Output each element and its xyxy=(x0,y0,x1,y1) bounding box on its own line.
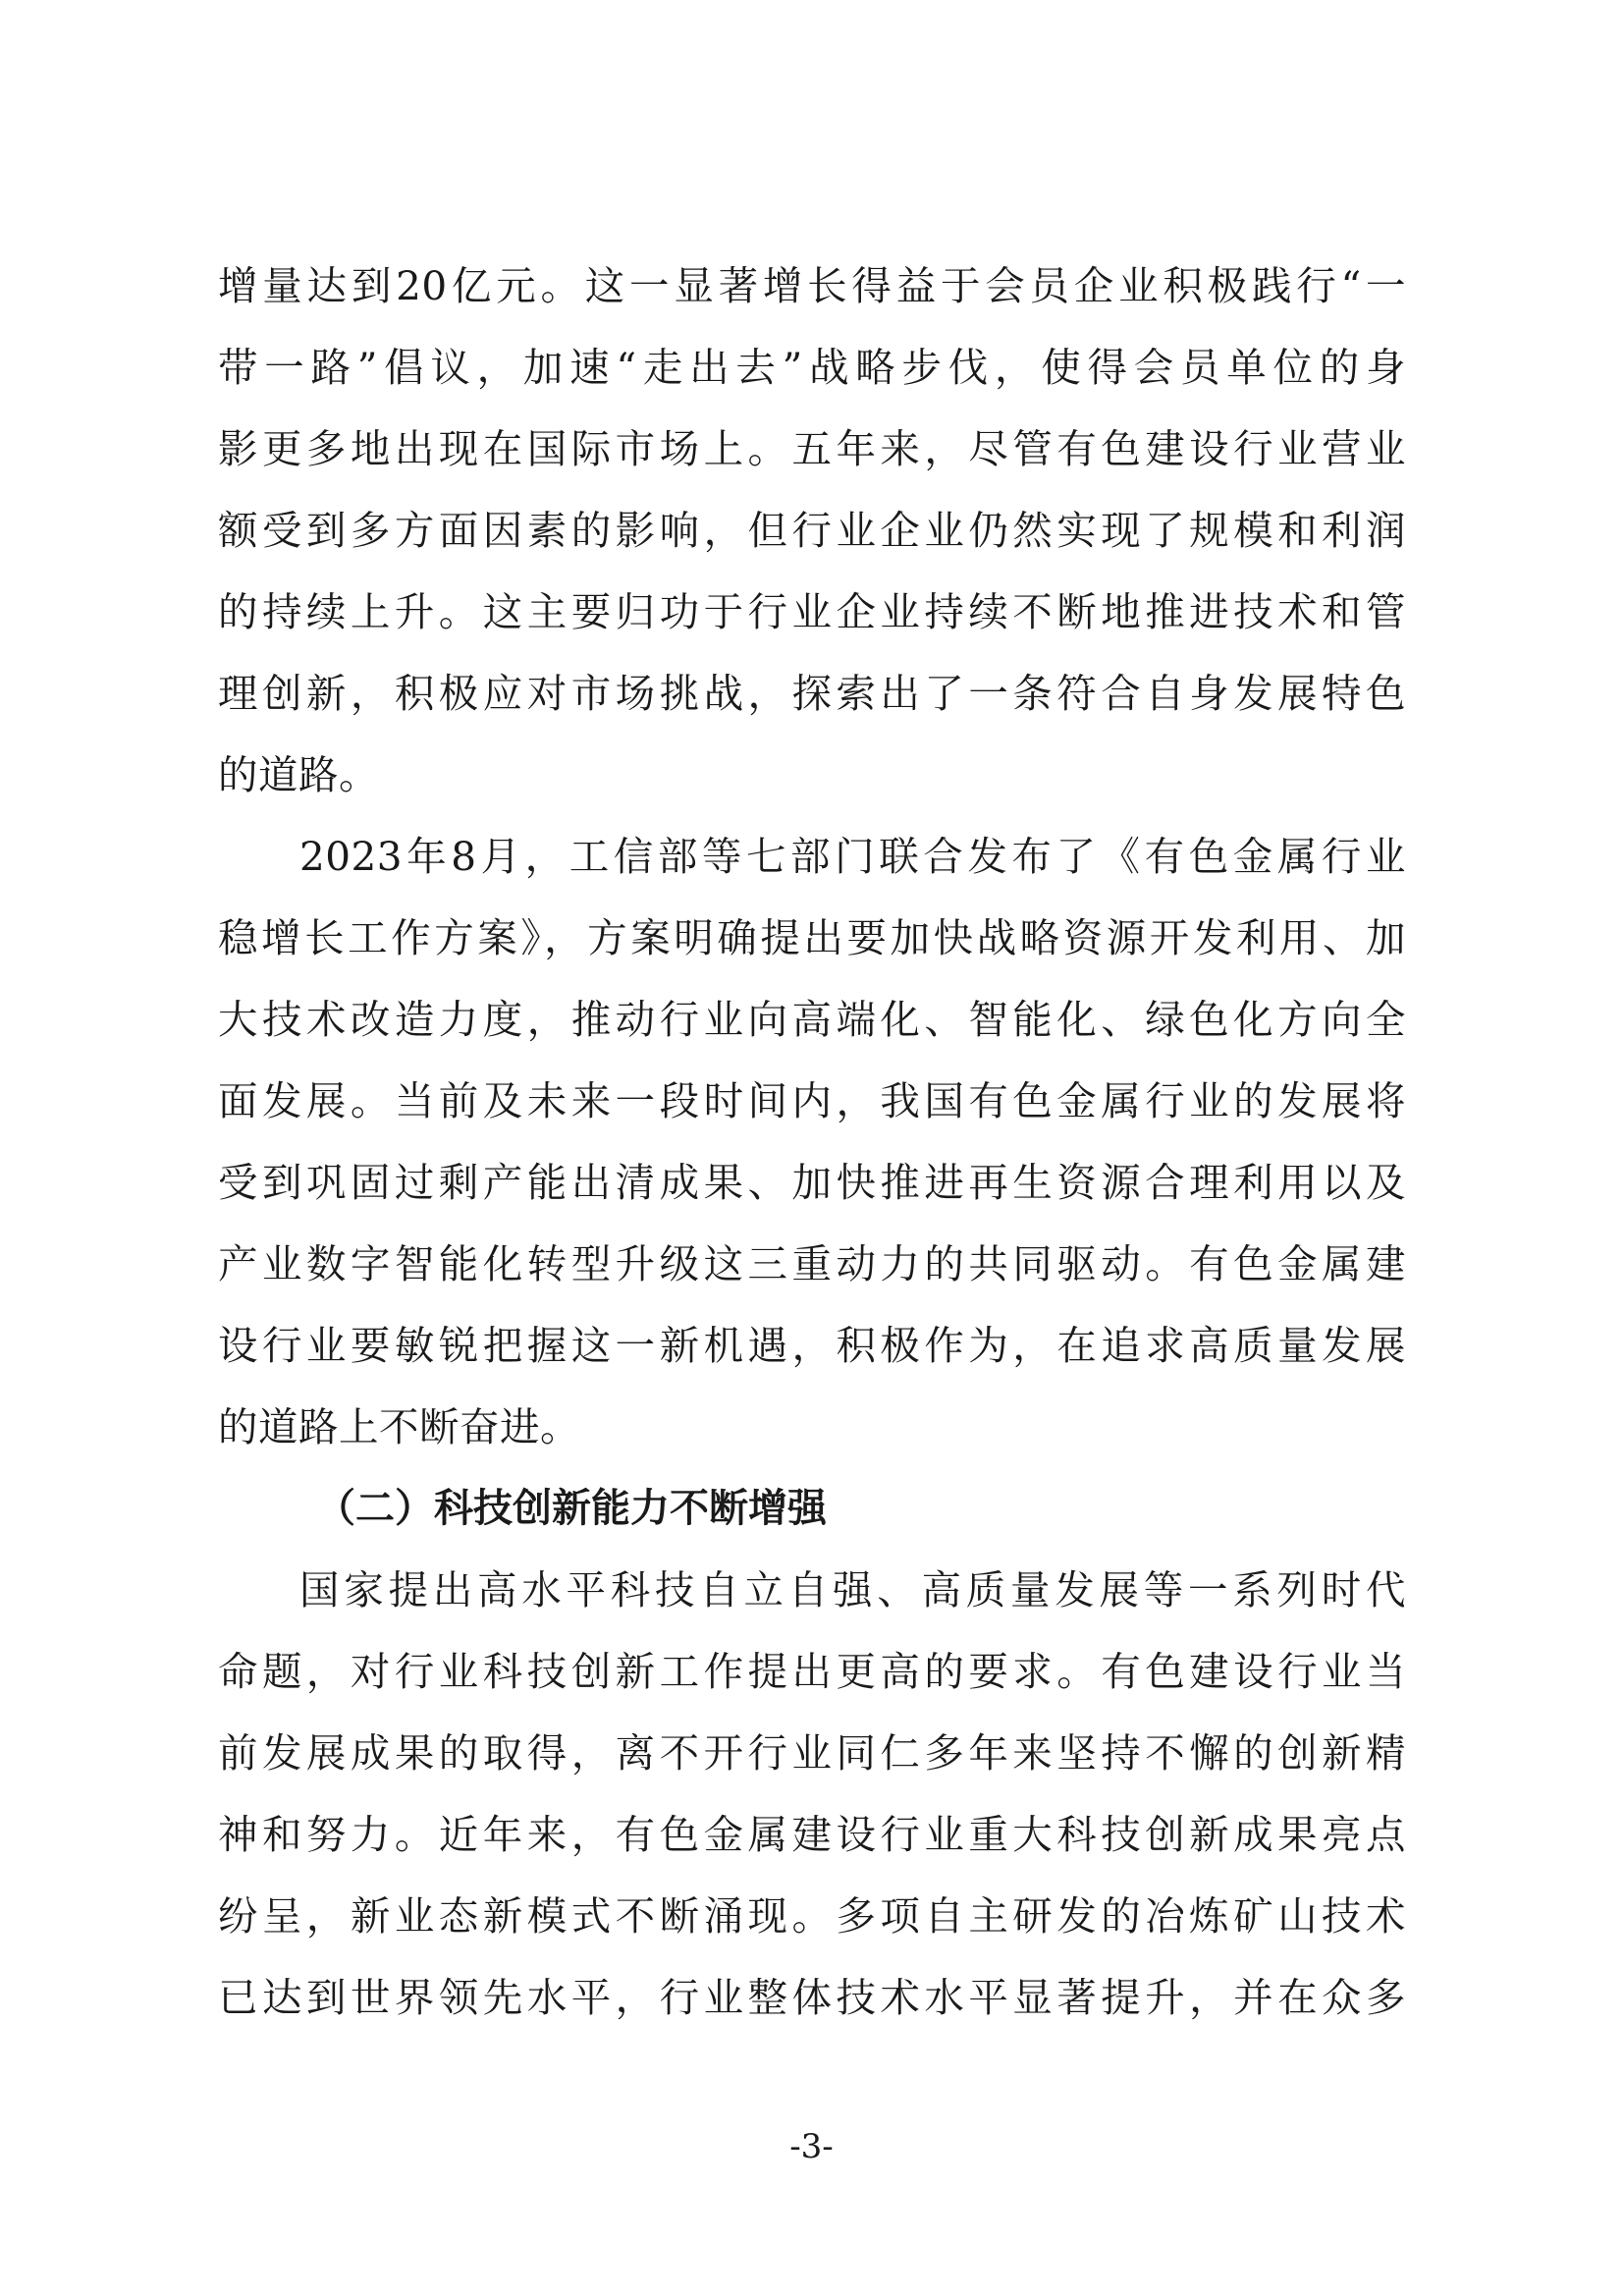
paragraph-3 xyxy=(218,1550,1406,2039)
paragraph-line: 受到巩固过剩产能出清成果、加快推进再生资源合理利用以及 xyxy=(218,1159,1406,1206)
paragraph-1 xyxy=(218,246,1406,816)
paragraph-line: 已达到世界领先水平，行业整体技术水平显著提升，并在众多 xyxy=(218,1974,1406,2021)
paragraph-line: 理创新，积极应对市场挑战，探索出了一条符合自身发展特色 xyxy=(218,670,1406,717)
paragraph-line: 的持续上升。这主要归功于行业企业持续不断地推进技术和管 xyxy=(218,588,1406,635)
document-body xyxy=(218,246,1406,2039)
paragraph-line: 设行业要敏锐把握这一新机遇，积极作为，在追求高质量发展 xyxy=(218,1322,1406,1369)
paragraph-line: 命题，对行业科技创新工作提出更高的要求。有色建设行业当 xyxy=(218,1648,1406,1695)
paragraph-line: 国家提出高水平科技自立自强、高质量发展等一系列时代 xyxy=(299,1566,1406,1613)
section-heading: （二）科技创新能力不断增强 xyxy=(316,1486,827,1531)
paragraph-line: 稳增长工作方案》，方案明确提出要加快战略资源开发利用、加 xyxy=(218,914,1406,961)
paragraph-line: 神和努力。近年来，有色金属建设行业重大科技创新成果亮点 xyxy=(218,1811,1406,1858)
paragraph-line: 前发展成果的取得，离不开行业同仁多年来坚持不懈的创新精 xyxy=(218,1729,1406,1777)
paragraph-line: 产业数字智能化转型升级这三重动力的共同驱动。有色金属建 xyxy=(218,1240,1406,1287)
paragraph-2 xyxy=(218,816,1406,1468)
paragraph-line: 额受到多方面因素的影响，但行业企业仍然实现了规模和利润 xyxy=(218,507,1406,554)
paragraph-line: 的道路上不断奋进。 xyxy=(218,1403,580,1450)
paragraph-line: 大技术改造力度，推动行业向高端化、智能化、绿色化方向全 xyxy=(218,996,1406,1043)
paragraph-line: 面发展。当前及未来一段时间内，我国有色金属行业的发展将 xyxy=(218,1077,1406,1124)
paragraph-line: 的道路。 xyxy=(218,751,379,798)
paragraph-line: 带一路”倡议，加速“走出去”战略步伐，使得会员单位的身 xyxy=(218,344,1406,391)
paragraph-line: 增量达到20亿元。这一显著增长得益于会员企业积极践行“一 xyxy=(218,262,1406,309)
paragraph-line: 2023年8月，工信部等七部门联合发布了《有色金属行业 xyxy=(299,833,1406,880)
paragraph-line: 纷呈，新业态新模式不断涌现。多项自主研发的冶炼矿山技术 xyxy=(218,1892,1406,1940)
paragraph-line: 影更多地出现在国际市场上。五年来，尽管有色建设行业营业 xyxy=(218,425,1406,472)
page-number: -3- xyxy=(789,2127,834,2166)
